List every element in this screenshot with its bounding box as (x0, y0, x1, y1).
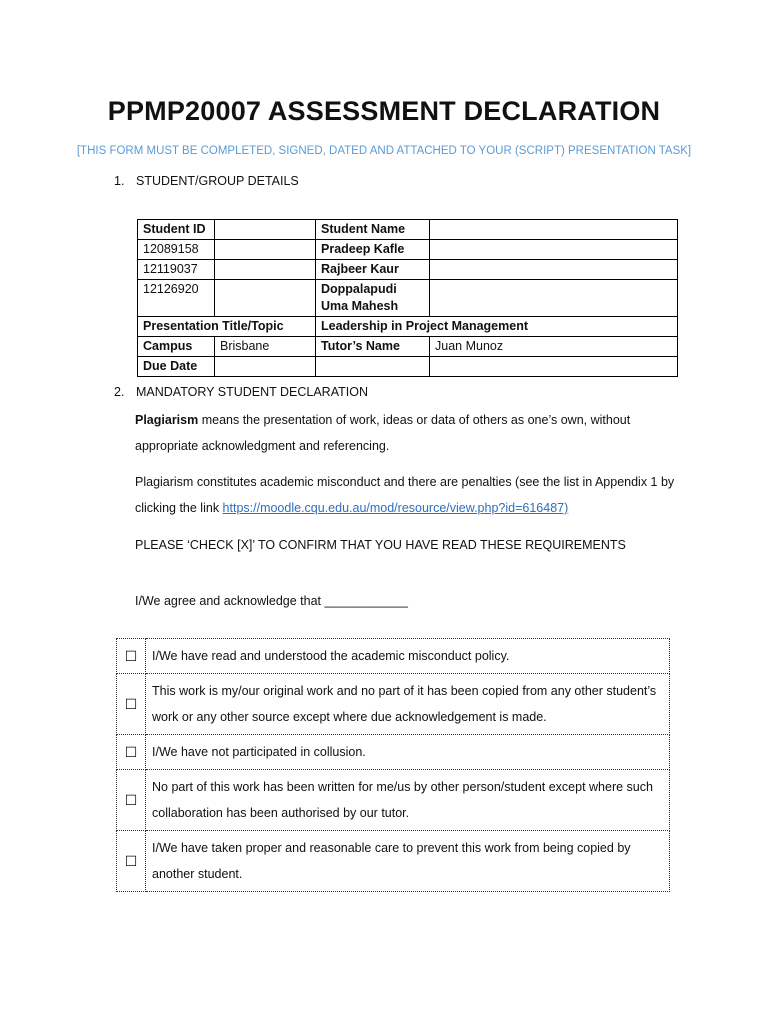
blank-cell[interactable] (430, 260, 678, 280)
blank-cell (316, 357, 430, 377)
due-date-label: Due Date (138, 357, 215, 377)
blank-cell[interactable] (215, 280, 316, 317)
student-name-cell: Doppalapudi Uma Mahesh (316, 280, 430, 317)
table-row (138, 357, 678, 377)
declaration-row (117, 674, 670, 735)
section-label: MANDATORY STUDENT DECLARATION (136, 385, 368, 399)
student-name-cell: Pradeep Kafle (316, 240, 430, 260)
tutor-name-label: Tutor’s Name (316, 337, 430, 357)
checkbox[interactable]: ☐ (117, 735, 146, 770)
student-details-table (137, 219, 678, 377)
penalties-text: Plagiarism constitutes academic misconduct and there are penalties (see the list in Appendix 1 by clicking the link (135, 475, 675, 515)
declaration-row (117, 639, 670, 674)
section-number: 2. (114, 385, 125, 399)
tutor-name-value: Juan Munoz (430, 337, 678, 357)
blank-cell[interactable] (430, 280, 678, 317)
declaration-row (117, 770, 670, 831)
checkbox[interactable]: ☐ (117, 674, 146, 735)
blank-cell[interactable] (430, 240, 678, 260)
campus-label: Campus (138, 337, 215, 357)
presentation-topic-label: Presentation Title/Topic (138, 317, 316, 337)
plagiarism-definition-text: means the presentation of work, ideas or data of others as one’s own, without appropriate acknowledgment and referencing. (135, 413, 631, 453)
table-row (138, 337, 678, 357)
student-id-cell: 12126920 (138, 280, 215, 317)
campus-value: Brisbane (215, 337, 316, 357)
check-instruction: PLEASE ‘CHECK [X]’ TO CONFIRM THAT YOU HAVE READ THESE REQUIREMENTS (135, 538, 626, 552)
agree-line: I/We agree and acknowledge that ____________ (135, 594, 408, 608)
plagiarism-penalties (135, 469, 680, 521)
section-number: 1. (114, 174, 125, 188)
form-instruction: [THIS FORM MUST BE COMPLETED, SIGNED, DATED AND ATTACHED TO YOUR (SCRIPT) PRESENTATION TASK] (76, 145, 692, 157)
student-id-cell: 12119037 (138, 260, 215, 280)
declaration-row (117, 735, 670, 770)
blank-cell (430, 357, 678, 377)
declaration-row (117, 831, 670, 892)
page-title: PPMP20007 ASSESSMENT DECLARATION (107, 96, 661, 126)
student-name-cell: Rajbeer Kaur (316, 260, 430, 280)
student-id-header: Student ID (138, 220, 215, 240)
table-row (138, 260, 678, 280)
declaration-text: I/We have read and understood the academic misconduct policy. (146, 639, 670, 674)
checkbox[interactable]: ☐ (117, 639, 146, 674)
plagiarism-definition (135, 407, 680, 459)
table-row (138, 317, 678, 337)
table-row (138, 240, 678, 260)
blank-cell[interactable] (215, 260, 316, 280)
checkbox[interactable]: ☐ (117, 770, 146, 831)
declaration-checklist (116, 638, 670, 892)
blank-cell[interactable] (215, 240, 316, 260)
declaration-text: No part of this work has been written for me/us by other person/student except where such collaboration has been authorised by our tutor. (146, 770, 670, 831)
declaration-text: I/We have taken proper and reasonable care to prevent this work from being copied by another student. (146, 831, 670, 892)
table-row (138, 280, 678, 317)
declaration-text: This work is my/our original work and no part of it has been copied from any other student’s work or any other source except where due acknowledgement is made. (146, 674, 670, 735)
checkbox[interactable]: ☐ (117, 831, 146, 892)
student-id-header-blank[interactable] (215, 220, 316, 240)
table-header-row (138, 220, 678, 240)
plagiarism-term: Plagiarism (135, 413, 199, 427)
presentation-topic-value: Leadership in Project Management (316, 317, 678, 337)
student-name-header: Student Name (316, 220, 430, 240)
section-label: STUDENT/GROUP DETAILS (136, 174, 299, 188)
declaration-text: I/We have not participated in collusion. (146, 735, 670, 770)
student-id-cell: 12089158 (138, 240, 215, 260)
appendix-link[interactable]: https://moodle.cqu.edu.au/mod/resource/view.php?id=616487) (222, 501, 569, 515)
student-name-header-blank[interactable] (430, 220, 678, 240)
due-date-value[interactable] (215, 357, 316, 377)
